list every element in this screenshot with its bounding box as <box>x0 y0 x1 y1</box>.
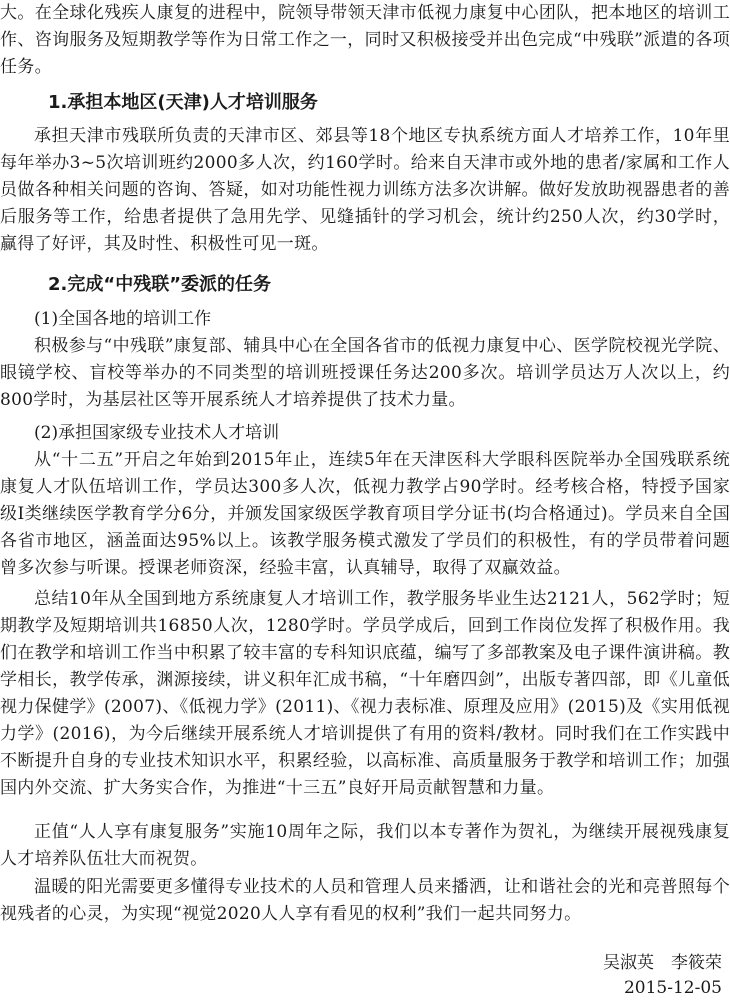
subsection-2-body: 从“十二五”开启之年始到2015年止，连续5年在天津医科大学眼科医院举办全国残联系统康复人才队伍培训工作，学员达300多人次，低视力教学占90学时。经考核合格，特授予国家级Ⅰ类继续医学教育学分6分，并颁发国家级医学教育项目学分证书(均合格通过)。学员来自全国各省市地区，涵盖面达95%以上。该教学服务模式激发了学员们的积极性，有的学员带着问题曾多次参与听课。授课老师资深，经验丰富，认真辅导，取得了双赢效益。 <box>0 450 730 578</box>
closing-paragraph-1: 正值“人人享有康复服务”实施10周年之际，我们以本专著作为贺礼，为继续开展视残康复人才培养队伍壮大而祝贺。 <box>0 822 730 869</box>
subsection-1-title: (1)全国各地的培训工作 <box>34 309 212 329</box>
summary-paragraph: 总结10年从全国到地方系统康复人才培训工作，教学服务毕业生达2121人，562学时；短期教学及短期培训共16850人次，1280学时。学员学成后，回到工作岗位发挥了积极作用。我们在教学和培训工作当中积累了较丰富的专科知识底蕴，编写了多部教案及电子课件演讲稿。教学相长，教学传承，渊源接续，讲义积年汇成书稿，“十年磨四剑”，出版专著四部，即《儿童低视力保健学》(2007)、《低视力学》(2011)、《视力表标准、原理及应用》(2015)及《实用低视力学》(2016)，为今后继续开展系统人才培训提供了有用的资料/教材。同时我们在工作实践中不断提升自身的专业技术知识水平，积累经验，以高标准、高质量服务于教学和培训工作；加强国内外交流、扩大务实合作，为推进“十三五”良好开局贡献智慧和力量。 <box>0 589 730 798</box>
closing-paragraph-2: 温暖的阳光需要更多懂得专业技术的人员和管理人员来播洒，让和谐社会的光和亮普照每个视残者的心灵，为实现“视觉2020人人享有看见的权利”我们一起共同努力。 <box>0 877 730 924</box>
subsection-2-title: (2)承担国家级专业技术人才培训 <box>34 423 280 443</box>
subsection-1-body: 积极参与“中残联”康复部、辅具中心在全国各省市的低视力康复中心、医学院校视光学院、眼镜学校、盲校等举办的不同类型的培训班授课任务达200多次。培训学员达万人次以上，约800学时，为基层社区等开展系统人才培养提供了技术力量。 <box>0 336 730 410</box>
document-date: 2015-12-05 <box>623 978 722 998</box>
intro-paragraph: 大。在全球化残疾人康复的进程中，院领导带领天津市低视力康复中心团队，把本地区的培训工作、咨询服务及短期教学等作为日常工作之一，同时又积极接受并出色完成“中残联”派遣的各项任务。 <box>0 3 730 77</box>
section-2-heading: 2.完成“中残联”委派的任务 <box>48 274 272 295</box>
section-1-heading: 1.承担本地区(天津)人才培训服务 <box>48 92 318 113</box>
section-1-body: 承担天津市残联所负责的天津市区、郊县等18个地区专执系统方面人才培养工作，10年里每年举办3~5次培训班约2000多人次，约160学时。给来自天津市或外地的患者/家属和工作人员做各种相关问题的咨询、答疑，如对功能性视力训练方法多次讲解。做好发放助视器患者的善后服务等工作，给患者提供了急用先学、见缝插针的学习机会，统计约250人次，约30学时，赢得了好评，其及时性、积极性可见一斑。 <box>0 126 730 254</box>
author-signature: 吴淑英 李筱荣 <box>603 953 722 973</box>
